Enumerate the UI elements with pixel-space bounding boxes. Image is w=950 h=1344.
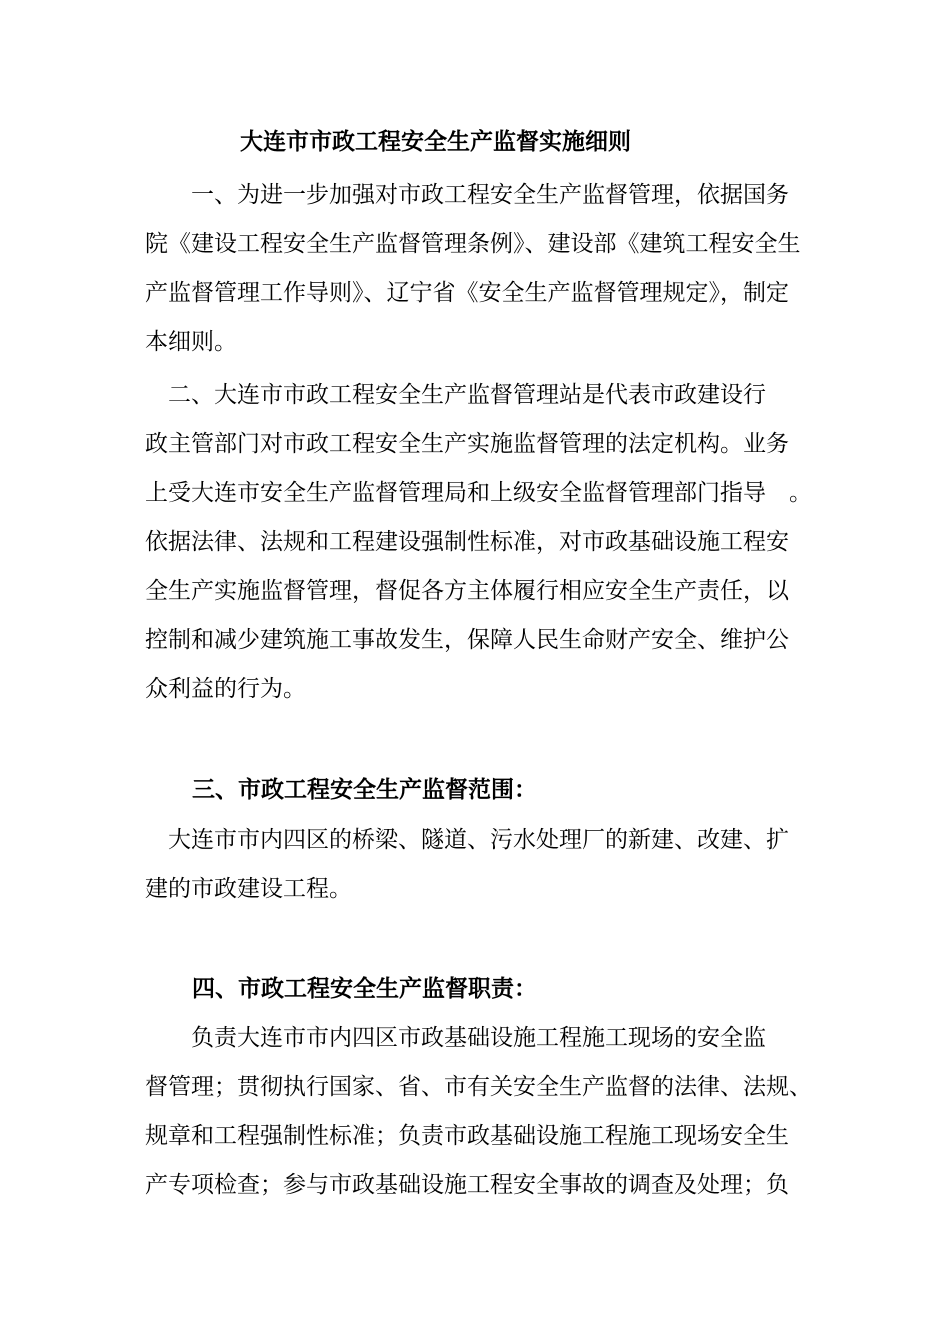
section-4-heading: 四、市政工程安全生产监督职责： xyxy=(192,975,537,1002)
section-3-paragraph xyxy=(145,816,810,914)
paragraph-line: 全生产实施监督管理，督促各方主体履行相应安全生产责任，以 xyxy=(145,578,789,604)
paragraph-line: 督管理；贯彻执行国家、省、市有关安全生产监督的法律、法规、 xyxy=(145,1074,812,1100)
paragraph-line: 产专项检查；参与市政基础设施工程安全事故的调查及处理；负 xyxy=(145,1172,789,1198)
paragraph-line: 上受大连市安全生产监督管理局和上级安全监督管理部门指导 。 xyxy=(145,480,812,506)
paragraph-line: 众利益的行为。 xyxy=(145,676,306,702)
paragraph-line: 规章和工程强制性标准；负责市政基础设施工程施工现场安全生 xyxy=(145,1123,789,1149)
document-title: 大连市市政工程安全生产监督实施细则 xyxy=(240,128,631,155)
paragraph-line: 建的市政建设工程。 xyxy=(145,876,352,902)
paragraph-line: 政主管部门对市政工程安全生产实施监督管理的法定机构。业务 xyxy=(145,431,789,457)
paragraph-line: 负责大连市市内四区市政基础设施工程施工现场的安全监 xyxy=(145,1025,766,1051)
paragraph-line: 院《建设工程安全生产监督管理条例》、建设部《建筑工程安全生 xyxy=(145,231,801,257)
paragraph-line: 控制和减少建筑施工事故发生，保障人民生命财产安全、维护公 xyxy=(145,627,789,653)
section-2-paragraph xyxy=(145,371,810,714)
section-4-paragraph xyxy=(145,1014,810,1210)
paragraph-line: 二、大连市市政工程安全生产监督管理站是代表市政建设行 xyxy=(145,382,766,408)
paragraph-line: 本细则。 xyxy=(145,329,237,355)
paragraph-line: 依据法律、法规和工程建设强制性标准，对市政基础设施工程安 xyxy=(145,529,789,555)
paragraph-line: 大连市市内四区的桥梁、隧道、污水处理厂的新建、改建、扩 xyxy=(145,827,789,853)
paragraph-line: 产监督管理工作导则》、辽宁省《安全生产监督管理规定》，制定 xyxy=(145,280,789,306)
section-3-heading: 三、市政工程安全生产监督范围： xyxy=(192,776,537,803)
paragraph-line: 一、为进一步加强对市政工程安全生产监督管理，依据国务 xyxy=(145,182,789,208)
section-1-paragraph xyxy=(145,171,810,367)
